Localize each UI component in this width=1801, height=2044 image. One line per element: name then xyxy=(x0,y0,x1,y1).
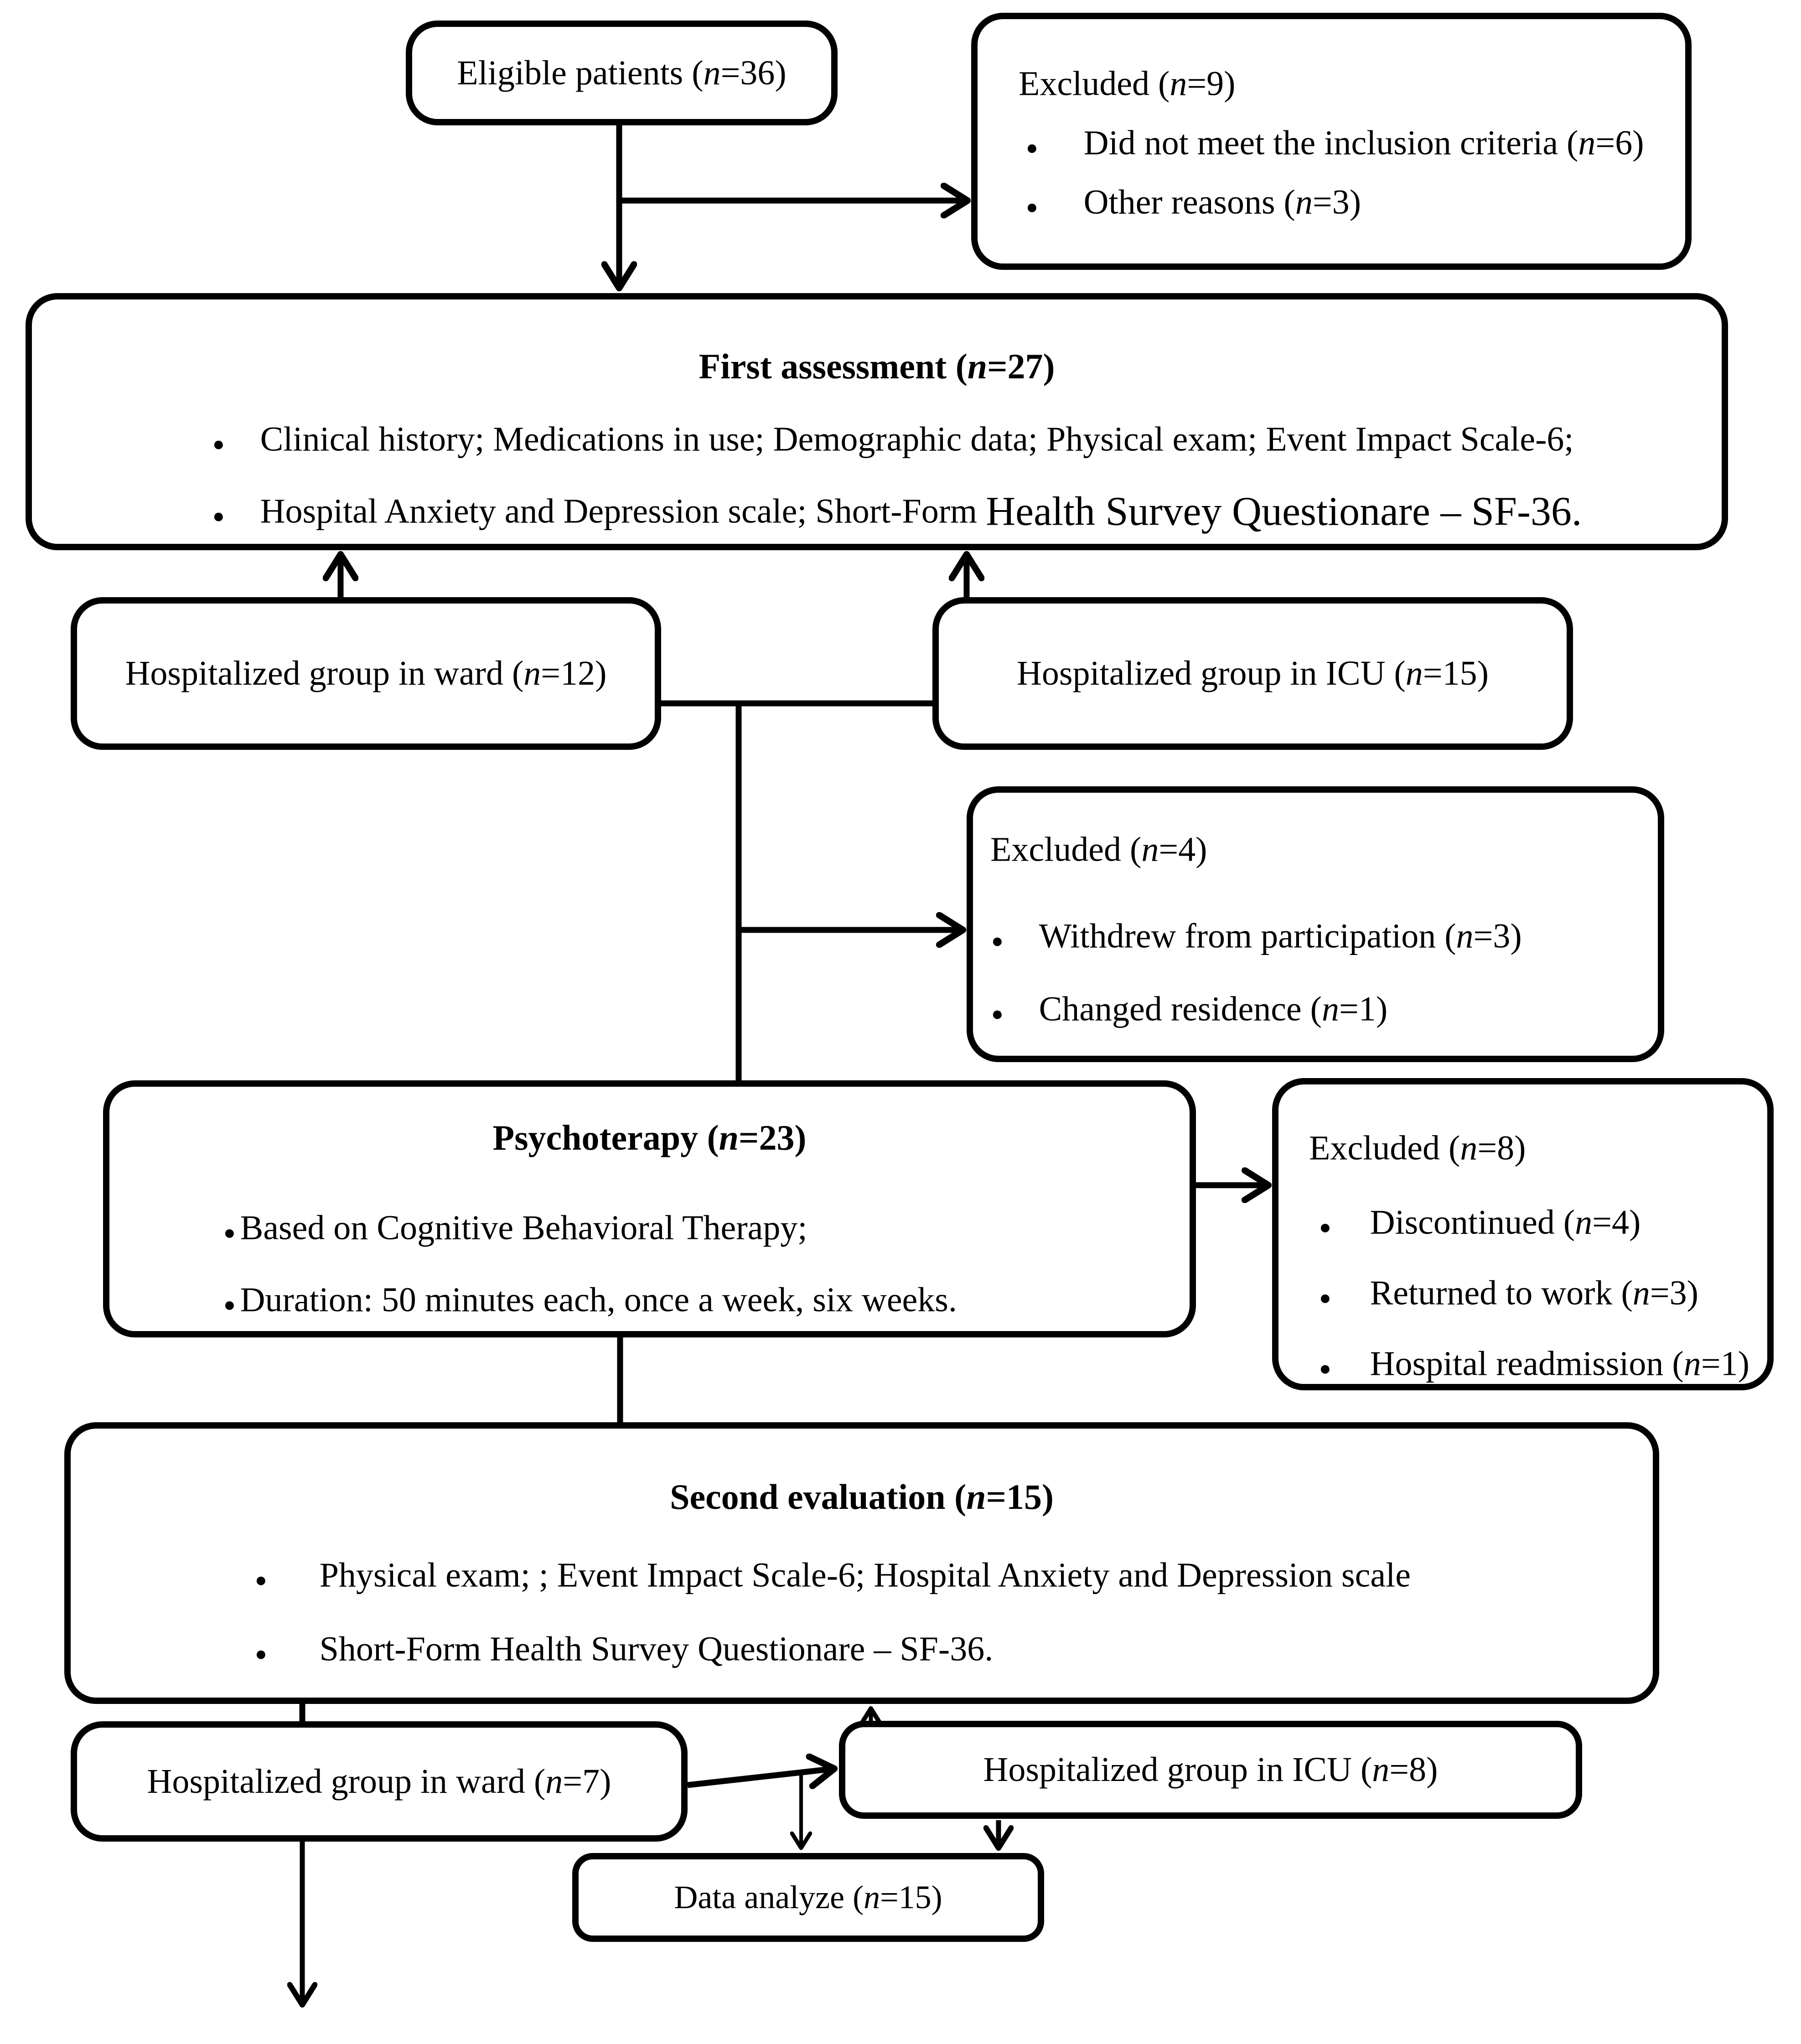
box-excluded-therapy xyxy=(1272,1078,1774,1390)
list-item xyxy=(1319,1203,1641,1243)
bullet-text: Withdrew from participation (n=3) xyxy=(1039,917,1522,955)
list-item xyxy=(1319,1344,1749,1384)
box-label: Hospitalized group in ward (n=7) xyxy=(147,1762,611,1801)
box-excluded-followup xyxy=(967,786,1664,1062)
bullet-text: Based on Cognitive Behavioral Therapy; xyxy=(240,1208,807,1247)
box-data-analysis xyxy=(572,1853,1044,1942)
bullet-icon xyxy=(991,990,1004,1029)
bullet-text: Did not meet the inclusion criteria (n=6) xyxy=(1083,124,1644,162)
list-item xyxy=(1026,183,1361,222)
box-title: First assessment (n=27) xyxy=(699,346,1055,386)
box-ward-baseline xyxy=(71,597,661,750)
box-psychotherapy xyxy=(103,1080,1196,1337)
bullet-text-large: Health Survey Questionare – SF-36. xyxy=(986,489,1582,534)
list-item xyxy=(212,420,1574,459)
bullet-text: Physical exam; ; Event Impact Scale-6; Hospital Anxiety and Depression scale xyxy=(319,1556,1411,1595)
bullet-text: Hospital Anxiety and Depression scale; Short-Form xyxy=(260,492,978,531)
box-title: Excluded (n=9) xyxy=(1019,64,1236,103)
box-label: Eligible patients (n=36) xyxy=(457,53,787,92)
box-label: Data analyze (n=15) xyxy=(674,1879,942,1915)
bullet-icon xyxy=(223,1280,236,1320)
box-ward-final xyxy=(71,1721,688,1842)
list-item xyxy=(991,917,1522,956)
bullet-icon xyxy=(223,1208,236,1248)
bullet-icon xyxy=(1319,1344,1331,1384)
box-first-assessment xyxy=(26,293,1728,550)
box-label: Hospitalized group in ward (n=12) xyxy=(125,654,607,692)
list-item xyxy=(1319,1274,1698,1313)
box-title: Psychoterapy (n=23) xyxy=(492,1118,807,1157)
bullet-icon xyxy=(991,917,1004,956)
bullet-icon xyxy=(1319,1203,1331,1243)
box-title: Second evaluation (n=15) xyxy=(670,1477,1054,1517)
list-item xyxy=(991,990,1387,1029)
bullet-text: Returned to work (n=3) xyxy=(1370,1274,1698,1312)
bullet-icon xyxy=(1026,124,1038,163)
list-item xyxy=(212,488,1582,535)
bullet-icon xyxy=(255,1556,267,1595)
bullet-icon xyxy=(255,1630,267,1669)
box-label: Hospitalized group in ICU (n=8) xyxy=(983,1750,1438,1789)
list-item xyxy=(255,1556,1411,1595)
bullet-icon xyxy=(212,420,225,459)
bullet-text: Duration: 50 minutes each, once a week, six weeks. xyxy=(240,1280,957,1319)
box-eligible-patients xyxy=(406,21,838,125)
arrow-ward-final-to-icu-final xyxy=(688,1769,834,1785)
box-title: Excluded (n=8) xyxy=(1309,1129,1526,1167)
list-item xyxy=(223,1208,807,1248)
bullet-icon xyxy=(1319,1274,1331,1313)
box-label: Hospitalized group in ICU (n=15) xyxy=(1017,654,1489,692)
list-item xyxy=(255,1630,993,1669)
bullet-text: Short-Form Health Survey Questionare – SF-36. xyxy=(319,1630,994,1668)
box-title: Excluded (n=4) xyxy=(990,830,1207,869)
bullet-text: Other reasons (n=3) xyxy=(1083,183,1361,222)
bullet-text: Clinical history; Medications in use; Demographic data; Physical exam; Event Impact Scale-6; xyxy=(260,420,1574,459)
bullet-text: Hospital readmission (n=1) xyxy=(1370,1344,1749,1383)
box-icu-final xyxy=(839,1721,1582,1819)
bullet-text: Changed residence (n=1) xyxy=(1039,990,1388,1028)
box-icu-baseline xyxy=(932,597,1573,750)
list-item xyxy=(223,1280,957,1320)
bullet-icon xyxy=(212,492,225,532)
bullet-text: Discontinued (n=4) xyxy=(1370,1203,1641,1242)
box-second-evaluation xyxy=(64,1422,1659,1704)
box-excluded-screening xyxy=(971,13,1692,270)
list-item xyxy=(1026,124,1644,163)
bullet-icon xyxy=(1026,183,1038,222)
